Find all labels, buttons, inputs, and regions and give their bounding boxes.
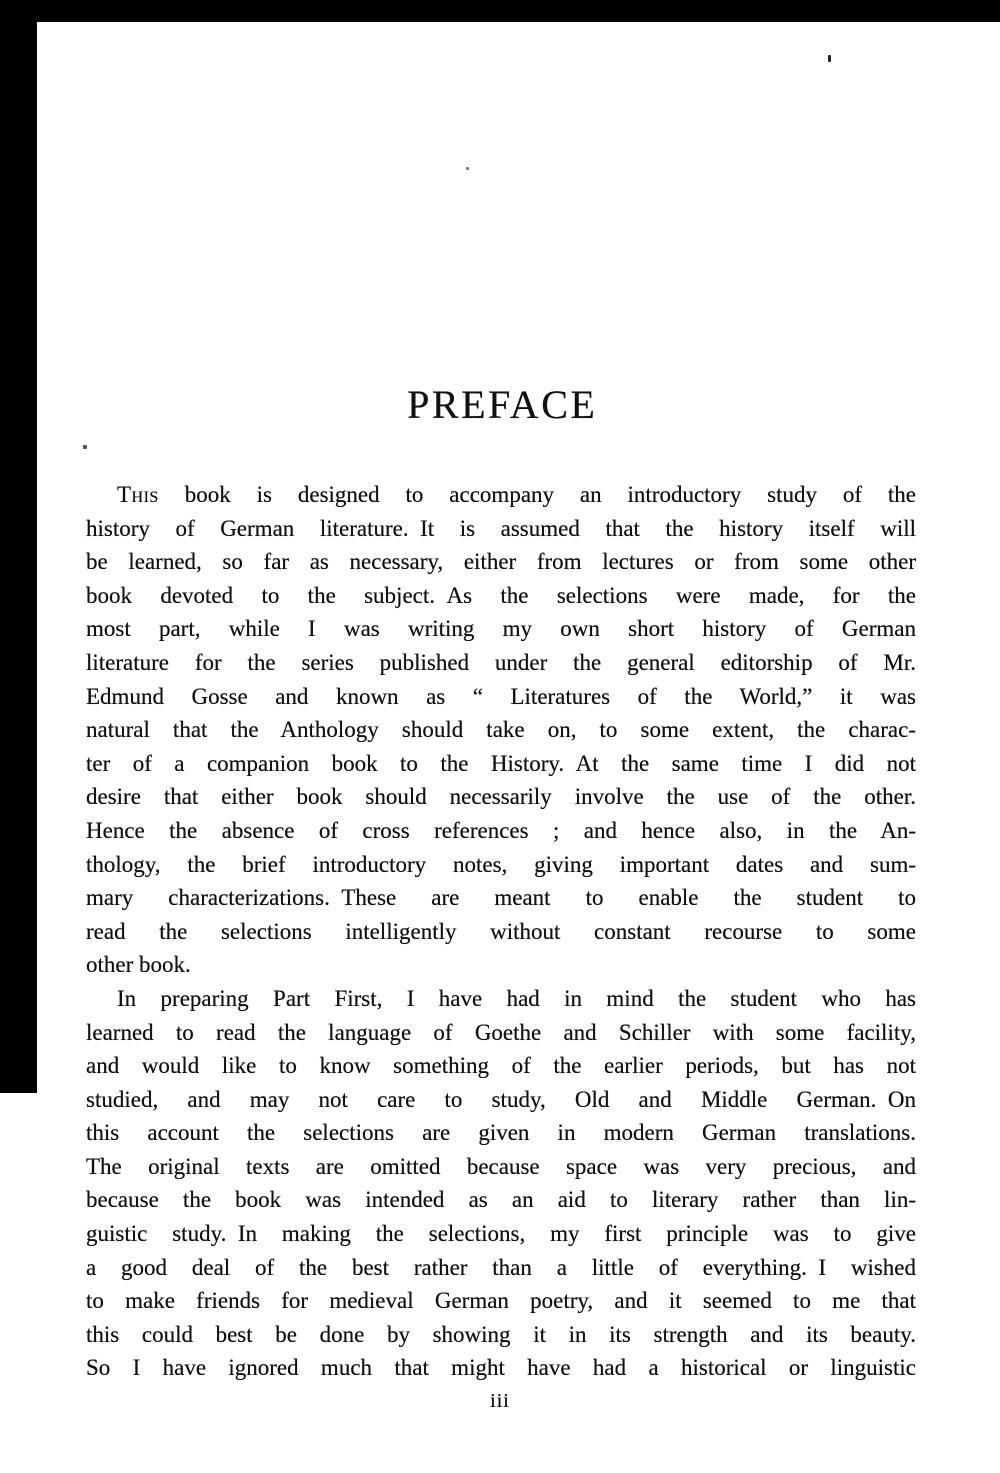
scan-artifact-top-bar — [0, 0, 1000, 22]
text-line: because the book was intended as an aid to literary rather than lin- — [86, 1187, 916, 1213]
text-line: guistic study. In making the selections, my first principle was to give — [86, 1221, 916, 1247]
scan-speck — [828, 55, 831, 62]
text-line: natural that the Anthology should take on, to some extent, the charac- — [86, 717, 916, 743]
smallcaps-word: This — [117, 482, 159, 507]
scan-artifact-left-bar — [0, 0, 37, 1093]
text-line: studied, and may not care to study, Old and Middle German. On — [86, 1086, 916, 1112]
text-line: The original texts are omitted because space was very precious, and — [86, 1153, 916, 1179]
scan-speck — [466, 167, 469, 170]
text-line: desire that either book should necessarily involve the use of the other. — [86, 784, 916, 810]
page-number: iii — [490, 1390, 510, 1412]
text-line: This book is designed to accompany an introductory study of the — [117, 482, 916, 507]
text-line: Edmund Gosse and known as “ Literatures of the World,” it was — [86, 683, 916, 709]
text-line: other book. — [86, 952, 191, 978]
text-line: Hence the absence of cross references ; and hence also, in the An- — [86, 817, 916, 843]
text-line: literature for the series published under the general editorship of Mr. — [86, 649, 916, 675]
text-line: history of German literature. It is assumed that the history itself will — [86, 515, 916, 541]
text-line: So I have ignored much that might have had a historical or linguistic — [86, 1355, 916, 1381]
scan-speck — [83, 445, 87, 449]
text-line: this could best be done by showing it in its strength and its beauty. — [86, 1321, 916, 1347]
paragraph — [86, 982, 916, 1385]
text-line: learned to read the language of Goethe and Schiller with some facility, — [86, 1019, 916, 1045]
text-line: thology, the brief introductory notes, giving important dates and sum- — [86, 851, 916, 877]
text-line: and would like to know something of the earlier periods, but has not — [86, 1053, 916, 1079]
text-line: ter of a companion book to the History. At the same time I did not — [86, 750, 916, 776]
preface-text — [86, 478, 916, 1385]
text-line: book devoted to the subject. As the selections were made, for the — [86, 582, 916, 608]
paragraph — [86, 478, 916, 982]
text-line: mary characterizations. These are meant to enable the student to — [86, 885, 916, 911]
page-title: PREFACE — [407, 382, 598, 427]
text-line: to make friends for medieval German poetry, and it seemed to me that — [86, 1288, 916, 1314]
text-line: be learned, so far as necessary, either from lectures or from some other — [86, 549, 916, 575]
text-line: a good deal of the best rather than a little of everything. I wished — [86, 1254, 916, 1280]
text-line: this account the selections are given in modern German translations. — [86, 1120, 916, 1146]
text-line: read the selections intelligently without constant recourse to some — [86, 918, 916, 944]
text-line: most part, while I was writing my own short history of German — [86, 616, 916, 642]
text-line: In preparing Part First, I have had in mind the student who has — [117, 985, 916, 1011]
